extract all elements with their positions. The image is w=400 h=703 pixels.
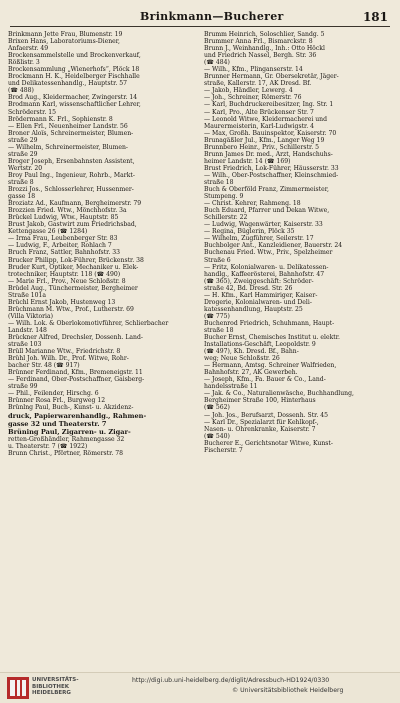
directory-entry: handlg., Kaffeerösterei, Bahnhofstr. 47 <box>204 270 325 278</box>
directory-entry: Bucherer E., Gerichtsnotar Witwe, Kunst- <box>204 439 333 447</box>
directory-entry: — Joh. Jos., Berufsarzt, Dossenh. Str. 45 <box>204 411 329 419</box>
directory-entry: Broner Aloïs, Schreinermeister, Blumen- <box>8 129 134 137</box>
directory-entry: straße 42, Bd. Dresd. Str. 26 <box>204 284 293 292</box>
directory-entry: Bergheimer Straße 100, Hinterhaus <box>204 397 316 405</box>
library-logo-icon <box>6 676 32 700</box>
directory-entry: — Wilhelm, Zugführer, Seilerstr. 17 <box>204 235 314 243</box>
directory-entry: Brixen Hans, Laboratoriums-Diener, <box>8 38 120 46</box>
directory-entry: straße 8 <box>8 178 34 186</box>
directory-entry: Nasen- u. Ohrenkranke, Kaiserstr. 7 <box>204 425 316 433</box>
directory-entry: — H. Kfm., Karl Hammiriger, Kaiser- <box>204 291 318 299</box>
copyright-notice: © Universitätsbibliothek Heidelberg <box>232 687 344 694</box>
directory-entry: (☎ 562) <box>204 404 230 412</box>
directory-entry: — Ludwig, F., Arbeiter, Rohlach 7 <box>8 242 112 250</box>
directory-entry: Brockensammlung „Wienerhofs“, Plöck 18 <box>8 66 140 74</box>
header-rule <box>10 26 390 27</box>
directory-entry: Brucker Philipp, Lok-Führer, Brückenstr. 38 <box>8 256 144 264</box>
footer-bar <box>0 672 400 703</box>
directory-entry: Schröderstr. 15 <box>8 108 56 116</box>
directory-entry: gasse 32 und Theaterstr. 7 <box>8 419 107 428</box>
directory-entry: Brünner Ferdinand, Kfm., Bremeneigstr. 11 <box>8 369 143 377</box>
directory-entry: Buch & Oberföld Franz, Zimmermeister, <box>204 186 329 194</box>
directory-entry: katessenhandlung, Hauptstr. 25 <box>204 305 303 313</box>
directory-entry: straße 18 <box>204 178 234 186</box>
directory-entry: Landstr. 148 <box>8 326 47 334</box>
directory-entry: — Regina, Büglerin, Plöck 35 <box>204 228 295 236</box>
directory-entry: Broy Paul Ing., Ingenieur, Rohrb., Markt- <box>8 171 135 179</box>
directory-entry: Straße 6 <box>204 256 231 264</box>
directory-entry: u. Theaterstr. 7 (☎ 1922) <box>8 442 88 450</box>
directory-entry: — Joseph, Kfm., Fa. Bauer & Co., Land- <box>204 376 326 384</box>
directory-entry: — Wilh., Ober-Postschaffner, Kleinschmied- <box>204 171 339 179</box>
directory-entry: Brockmann H. K., Heidelberger Fischhalle <box>8 73 140 81</box>
directory-entry: Rößlistr. 3 <box>8 59 40 67</box>
directory-entry: — Marie Frl., Prov., Neue Schloßstr. 8 <box>8 277 126 285</box>
directory-entry: Maurermeisterin, Karl-Ludwigstr. 4 <box>204 122 315 130</box>
directory-entry: Anfaerstr. 49 <box>8 45 49 53</box>
directory-entry: handelsstraße 11 <box>204 383 258 391</box>
directory-entry: Brinkmann Jette Frau, Blumenstr. 19 <box>8 31 123 38</box>
directory-entry: Brod Aug., Kleidermacher, Zwingerstr. 14 <box>8 94 138 102</box>
directory-entry: — Fritz, Kolonialwaren- u. Delikatessen- <box>204 263 329 271</box>
directory-entry: — Hermann, Amtsg. Schreiner Walfrieden, <box>204 362 337 370</box>
directory-entry: — Irma Frau, Leubenberger Str. 83 <box>8 235 118 243</box>
directory-entry: Installations-Geschäft, Leopoldstr. 9 <box>204 341 316 349</box>
directory-entry: — Phil., Feilender, Hirschg. 6 <box>8 390 99 398</box>
directory-entry: (Villa Viktoria) <box>8 312 54 320</box>
directory-entry: straße 103 <box>8 341 42 349</box>
directory-entry: Brüning Paul, Zigarren- u. Zigar- <box>8 427 131 436</box>
directory-entry: Brüdel Aug., Tünchermeister, Bergheimer <box>8 284 138 292</box>
directory-entry: Brünlng Paul, Buch-, Kunst- u. Akzidenz- <box>8 404 134 412</box>
directory-entry: straße 29 <box>8 136 38 144</box>
directory-entry: Brunn Christ., Pförtner, Römerstr. 78 <box>8 449 123 457</box>
directory-entry: Bruch Franz, Sattler, Bahnhofstr. 33 <box>8 249 121 257</box>
directory-entry: (☎ 540) <box>204 432 230 440</box>
directory-entry: Fischerstr. 7 <box>204 446 243 454</box>
directory-entry: bacher Str. 48 (☎ 917) <box>8 362 80 370</box>
directory-entry: Broziatz Ad., Kaufmann, Bergheimerstr. 79 <box>8 200 142 208</box>
left-column <box>8 31 198 457</box>
directory-entry: Brühl Joh. Wilh. Dr., Prof. Witwe, Rohr- <box>8 355 129 363</box>
directory-entry: Brüchl Ernst Jakob, Hustenweg 13 <box>8 298 116 306</box>
directory-entry: Brodmann Karl, wissenschaftlicher Lehrer, <box>8 101 141 109</box>
directory-entry: Brunagäßler Jul., Kfm., Langer Weg 19 <box>204 136 325 144</box>
directory-entry: Brünner Rosa Frl., Burgweg 12 <box>8 397 106 405</box>
directory-entry: (☎ 775) <box>204 312 230 320</box>
directory-entry: — Karl, Buchdruckereibesitzer, Ing. Str. 1 <box>204 101 334 109</box>
directory-entry: — Ludwig, Wagenwärter, Kaiserstr. 33 <box>204 221 323 229</box>
directory-entry: Wertstr. 20 <box>8 164 43 172</box>
directory-entry: retten-Großhändler, Rahmengasse 32 <box>8 435 125 443</box>
library-name: UNIVERSITÄTS- BIBLIOTHEK HEIDELBERG <box>32 677 79 696</box>
directory-entry: — Wilh., Kfm., Plinganserstr. 14 <box>204 66 303 74</box>
directory-entry: (☎ 484) <box>204 59 230 67</box>
directory-entry: Bruder Kurt, Optiker, Mechaniker u. Elek- <box>8 263 139 271</box>
directory-entry: — Karl Dr., Spezialarzt für Kehlkopf-, <box>204 418 319 426</box>
directory-entry: Brockensammelstelle und Brockenverkauf, <box>8 52 141 60</box>
directory-entry: — Ellen Frl., Neuenheimer Landstr. 56 <box>8 122 128 130</box>
directory-entry: und Delikatessenhandlg., Hauptstr. 57 <box>8 80 127 88</box>
directory-entry: Brunner Hermann, Gr. Obersekretär, Jäger- <box>204 73 339 81</box>
directory-entry: straße 99 <box>8 383 38 391</box>
directory-entry: Brüll Marianne Wtw., Friedrichstr. 8 <box>8 348 121 356</box>
directory-entry: — Jakob, Händler, Lewerg. 4 <box>204 87 293 95</box>
directory-entry: — Christ. Kehrer, Rahmeng. 18 <box>204 200 301 208</box>
directory-entry: straße 18 <box>204 326 234 334</box>
right-column <box>204 31 392 454</box>
directory-entry: (☎ 488) <box>8 87 34 95</box>
directory-entry: und Friedrich Nassel, Bergh. Str. 36 <box>204 52 317 60</box>
directory-entry: Brückner Alfred, Drechsler, Dossenh. Land- <box>8 334 143 342</box>
directory-entry: Buchbolger Ant., Kanzleidiener, Bauerstr. 24 <box>204 242 343 250</box>
directory-entry: weg; Neue Schloßstr. 26 <box>204 355 280 363</box>
directory-entry: straße, Kallerstr. 17, AK Dresd. Bf. <box>204 80 312 88</box>
directory-entry: — Wilh. Lok. & Oberlokomotivführer, Schlierbacher <box>8 319 169 327</box>
source-url-link[interactable]: http://digi.ub.uni-heidelberg.de/diglit/Adressbuch-HD1924/0330 <box>132 677 330 684</box>
directory-entry: Brödermann K. Frl., Sophienstr. 8 <box>8 115 113 123</box>
directory-entry: Brust Friedrich, Lok-Führer, Häusserstr. 33 <box>204 164 339 172</box>
page-header <box>0 10 400 30</box>
directory-entry: Buch Eduard, Pfarrer und Dekan Witwe, <box>204 207 330 215</box>
directory-entry: druck, Papierwarenhandlg., Rahmen- <box>8 411 147 420</box>
directory-entry: (☎ 365), Zweiggeschäft: Schröder- <box>204 277 314 285</box>
directory-entry: Brückel Ludwig, Wtw., Hauptstr. 85 <box>8 214 119 222</box>
directory-entry: — Joh., Schreiner, Römerstr. 76 <box>204 94 302 102</box>
directory-entry: Brumm Heinrich, Soloschlier, Sandg. 5 <box>204 31 325 38</box>
directory-entry: Kettengasse 26 (☎ 1284) <box>8 228 88 236</box>
directory-entry: Brunn James Dr. med., Arzt, Handschuhs- <box>204 150 333 158</box>
directory-entry: Broger Joseph, Ersenbahnsten Assistent, <box>8 157 135 165</box>
page-number: 181 <box>362 10 388 24</box>
directory-entry: gasse 18 <box>8 193 36 201</box>
directory-entry: Buchenau Fried. Wtw., Priv., Spelzheimer <box>204 249 333 257</box>
directory-entry: trotechniker, Hauptstr. 118 (☎ 490) <box>8 270 121 278</box>
directory-entry: — Leonold Witwe, Kleidermacherei und <box>204 115 327 123</box>
directory-entry: Buchenrod Friedrich, Schuhmann, Haupt- <box>204 319 335 327</box>
directory-entry: — Karl, Pro., Alte Brückenser Str. 7 <box>204 108 314 116</box>
running-title: Brinkmann—Bucherer <box>140 10 284 23</box>
directory-entry: Brozzi Jos., Schlosserlehrer, Hussenmer- <box>8 186 134 194</box>
directory-entry: Straße 101a <box>8 291 47 299</box>
directory-entry: Drogerie, Kolonialwaren- und Deli- <box>204 298 312 306</box>
directory-entry: Brunnbero Heinr., Priv., Schillerstr. 5 <box>204 143 319 151</box>
directory-entry: (☎ 497), Kh. Dresd. Bf., Bahn- <box>204 348 299 356</box>
directory-entry: — Wilhelm, Schreinermeister, Blumen- <box>8 143 128 151</box>
directory-entry: heimer Landstr. 14 (☎ 169) <box>204 157 291 165</box>
directory-entry: straße 29 <box>8 150 38 158</box>
directory-entry: — Jak. & Co., Naturalienwäsche, Buchhandlung, <box>204 390 354 398</box>
directory-entry: Bahnhofstr. 27, AK Gewerbeh. <box>204 369 298 377</box>
directory-entry: Brozzien Fried. Wtw., Mönchhofstr. 3a <box>8 207 127 215</box>
directory-entry: Schillerstr. 22 <box>204 214 248 222</box>
directory-entry: Bucher Ernst, Chemisches Institut u. elektr. <box>204 334 340 342</box>
directory-entry: Brüchmann M. Wtw., Prof., Lutherstr. 69 <box>8 305 134 313</box>
directory-entry: Stumpeng. 9 <box>204 193 244 201</box>
directory-entry: Brummer Anna Frl., Bismarckstr. 8 <box>204 38 313 46</box>
directory-entry: Brunn J., Weinhandlg., Inh.: Otto Höckl <box>204 45 325 53</box>
directory-entry: Brust Jakob, Gastwirt zum Friedrichsbad, <box>8 221 137 229</box>
directory-entry: — Ferdinand, Ober-Postschaffner, Gaisberg- <box>8 376 145 384</box>
directory-entry: — Max, Großh. Bauinspektor, Kaiserstr. 70 <box>204 129 337 137</box>
